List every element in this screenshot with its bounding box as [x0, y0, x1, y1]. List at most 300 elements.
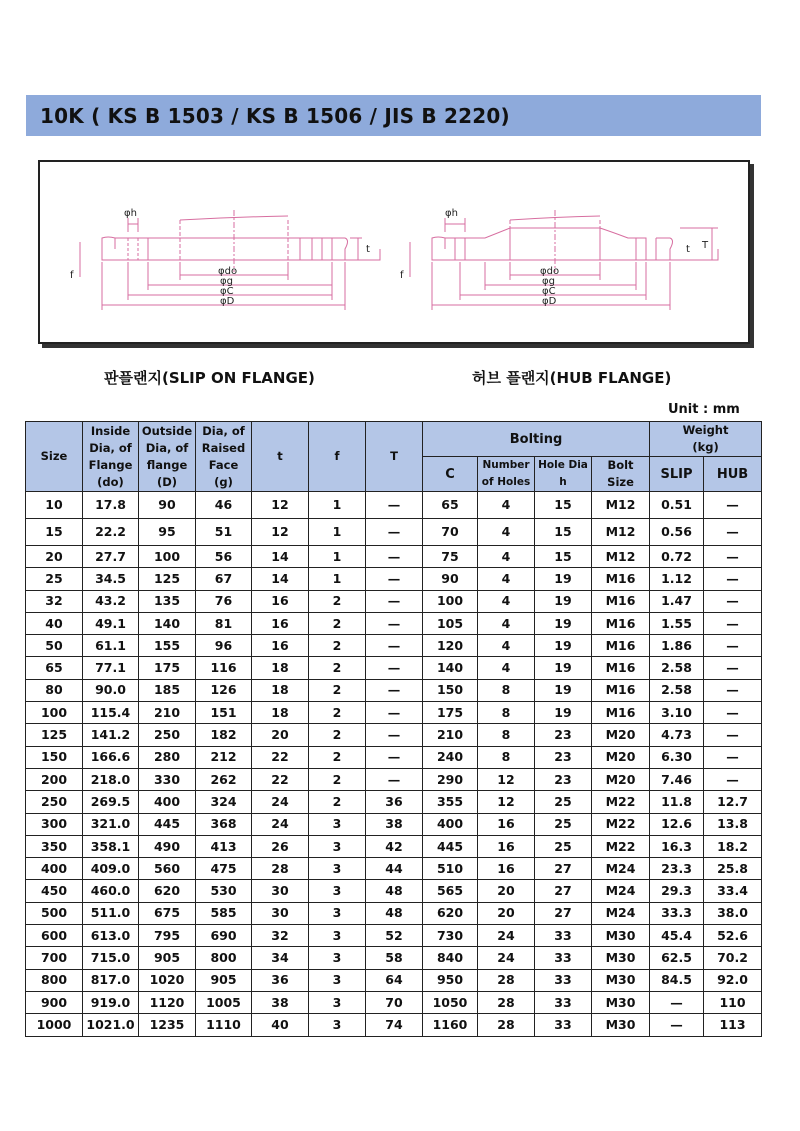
cell-bolt-size: M30 [592, 969, 650, 991]
cell-inside-dia: 27.7 [83, 546, 139, 568]
cell-outside-dia: 330 [139, 768, 196, 790]
cell-hole-dia: 15 [535, 546, 592, 568]
cell-f: 2 [309, 612, 366, 634]
cell-t: 24 [252, 813, 309, 835]
cell-bolt-size: M24 [592, 902, 650, 924]
cell-hole-dia: 27 [535, 880, 592, 902]
cell-slip-weight: 23.3 [650, 858, 704, 880]
title-banner [26, 95, 761, 136]
cell-T: 44 [366, 858, 423, 880]
cell-t: 36 [252, 969, 309, 991]
cell-hub-weight: 110 [704, 991, 762, 1013]
cell-t: 28 [252, 858, 309, 880]
cell-c: 950 [423, 969, 478, 991]
cell-T: 74 [366, 1014, 423, 1036]
cell-hole-dia: 19 [535, 702, 592, 724]
cell-t: 18 [252, 657, 309, 679]
cell-slip-weight: 3.10 [650, 702, 704, 724]
cell-size: 400 [26, 858, 83, 880]
cell-hole-dia: 15 [535, 519, 592, 546]
hub-t-label: t [686, 244, 690, 255]
slip-c-label: φC [220, 286, 234, 297]
cell-inside-dia: 17.8 [83, 492, 139, 519]
header-weight: Weight (kg) [650, 422, 762, 457]
cell-size: 20 [26, 546, 83, 568]
cell-c: 1160 [423, 1014, 478, 1036]
table-row [26, 635, 762, 657]
cell-T: — [366, 679, 423, 701]
cell-c: 100 [423, 590, 478, 612]
cell-hole-dia: 27 [535, 902, 592, 924]
cell-hole-dia: 19 [535, 590, 592, 612]
cell-inside-dia: 1021.0 [83, 1014, 139, 1036]
cell-holes: 28 [478, 1014, 535, 1036]
cell-outside-dia: 250 [139, 724, 196, 746]
cell-c: 210 [423, 724, 478, 746]
cell-hub-weight: — [704, 519, 762, 546]
cell-t: 12 [252, 519, 309, 546]
cell-T: 48 [366, 902, 423, 924]
cell-raised-face: 262 [196, 768, 252, 790]
cell-t: 30 [252, 880, 309, 902]
cell-size: 200 [26, 768, 83, 790]
cell-size: 350 [26, 835, 83, 857]
table-row [26, 590, 762, 612]
cell-T: — [366, 492, 423, 519]
cell-f: 3 [309, 969, 366, 991]
cell-inside-dia: 409.0 [83, 858, 139, 880]
cell-f: 2 [309, 702, 366, 724]
cell-hole-dia: 15 [535, 492, 592, 519]
cell-slip-weight: 1.12 [650, 568, 704, 590]
cell-raised-face: 800 [196, 947, 252, 969]
slip-flange-caption: 판플랜지(SLIP ON FLANGE) [104, 369, 315, 387]
cell-t: 14 [252, 546, 309, 568]
cell-size: 125 [26, 724, 83, 746]
cell-holes: 24 [478, 925, 535, 947]
cell-bolt-size: M20 [592, 724, 650, 746]
cell-outside-dia: 155 [139, 635, 196, 657]
cell-hole-dia: 27 [535, 858, 592, 880]
cell-holes: 4 [478, 492, 535, 519]
cell-raised-face: 585 [196, 902, 252, 924]
cell-holes: 16 [478, 835, 535, 857]
cell-T: — [366, 657, 423, 679]
cell-raised-face: 1110 [196, 1014, 252, 1036]
table-row [26, 657, 762, 679]
cell-hole-dia: 25 [535, 791, 592, 813]
cell-size: 15 [26, 519, 83, 546]
cell-size: 50 [26, 635, 83, 657]
flange-spec-table [25, 421, 762, 1037]
cell-T: 70 [366, 991, 423, 1013]
cell-bolt-size: M12 [592, 546, 650, 568]
cell-inside-dia: 34.5 [83, 568, 139, 590]
cell-c: 90 [423, 568, 478, 590]
cell-hole-dia: 33 [535, 991, 592, 1013]
table-row [26, 724, 762, 746]
cell-size: 500 [26, 902, 83, 924]
flange-diagram-panel [38, 160, 750, 344]
header-hole-dia: Hole Dia h [535, 457, 592, 492]
table-row [26, 768, 762, 790]
cell-holes: 8 [478, 724, 535, 746]
cell-raised-face: 690 [196, 925, 252, 947]
cell-c: 150 [423, 679, 478, 701]
table-row [26, 679, 762, 701]
cell-raised-face: 530 [196, 880, 252, 902]
table-row [26, 1014, 762, 1036]
cell-inside-dia: 460.0 [83, 880, 139, 902]
hub-h-label: φh [445, 208, 458, 219]
header-inside-dia: Inside Dia, of Flange (do) [83, 422, 139, 492]
cell-bolt-size: M30 [592, 991, 650, 1013]
header-outside-dia: Outside Dia, of flange (D) [139, 422, 196, 492]
cell-holes: 28 [478, 991, 535, 1013]
cell-hole-dia: 19 [535, 635, 592, 657]
cell-raised-face: 116 [196, 657, 252, 679]
header-size: Size [26, 422, 83, 492]
cell-outside-dia: 490 [139, 835, 196, 857]
cell-bolt-size: M16 [592, 568, 650, 590]
cell-t: 22 [252, 746, 309, 768]
cell-hole-dia: 19 [535, 612, 592, 634]
cell-slip-weight: 7.46 [650, 768, 704, 790]
cell-c: 1050 [423, 991, 478, 1013]
cell-c: 175 [423, 702, 478, 724]
cell-outside-dia: 1235 [139, 1014, 196, 1036]
cell-f: 3 [309, 858, 366, 880]
header-t: t [252, 422, 309, 492]
cell-size: 80 [26, 679, 83, 701]
slip-f-label: f [70, 270, 74, 281]
cell-raised-face: 182 [196, 724, 252, 746]
cell-hub-weight: — [704, 635, 762, 657]
cell-slip-weight: 2.58 [650, 657, 704, 679]
cell-bolt-size: M22 [592, 835, 650, 857]
cell-slip-weight: 2.58 [650, 679, 704, 701]
cell-slip-weight: 45.4 [650, 925, 704, 947]
table-body [26, 492, 762, 1037]
cell-hub-weight: 92.0 [704, 969, 762, 991]
cell-inside-dia: 166.6 [83, 746, 139, 768]
cell-t: 18 [252, 702, 309, 724]
cell-f: 3 [309, 902, 366, 924]
cell-T: 52 [366, 925, 423, 947]
cell-hole-dia: 33 [535, 947, 592, 969]
cell-size: 700 [26, 947, 83, 969]
cell-bolt-size: M16 [592, 702, 650, 724]
cell-bolt-size: M12 [592, 492, 650, 519]
table-row [26, 969, 762, 991]
cell-size: 1000 [26, 1014, 83, 1036]
cell-raised-face: 51 [196, 519, 252, 546]
cell-T: — [366, 724, 423, 746]
cell-bolt-size: M30 [592, 1014, 650, 1036]
header-bolt-size: Bolt Size [592, 457, 650, 492]
cell-T: 58 [366, 947, 423, 969]
slip-h-label: φh [124, 208, 137, 219]
cell-raised-face: 212 [196, 746, 252, 768]
hub-c-label: φC [542, 286, 556, 297]
header-number-of-holes: Number of Holes [478, 457, 535, 492]
hub-T-label: T [702, 240, 709, 251]
header-T: T [366, 422, 423, 492]
flange-drawings [40, 162, 748, 342]
cell-c: 240 [423, 746, 478, 768]
cell-t: 16 [252, 612, 309, 634]
cell-size: 10 [26, 492, 83, 519]
cell-slip-weight: 84.5 [650, 969, 704, 991]
table-row [26, 568, 762, 590]
table-row [26, 880, 762, 902]
cell-raised-face: 368 [196, 813, 252, 835]
cell-inside-dia: 358.1 [83, 835, 139, 857]
cell-outside-dia: 795 [139, 925, 196, 947]
cell-hub-weight: — [704, 679, 762, 701]
cell-holes: 20 [478, 902, 535, 924]
cell-slip-weight: 12.6 [650, 813, 704, 835]
cell-outside-dia: 445 [139, 813, 196, 835]
cell-holes: 28 [478, 969, 535, 991]
cell-t: 24 [252, 791, 309, 813]
cell-outside-dia: 185 [139, 679, 196, 701]
cell-hole-dia: 23 [535, 724, 592, 746]
cell-raised-face: 56 [196, 546, 252, 568]
cell-hub-weight: 52.6 [704, 925, 762, 947]
cell-outside-dia: 1020 [139, 969, 196, 991]
cell-c: 105 [423, 612, 478, 634]
cell-inside-dia: 77.1 [83, 657, 139, 679]
cell-holes: 4 [478, 519, 535, 546]
cell-inside-dia: 22.2 [83, 519, 139, 546]
cell-raised-face: 475 [196, 858, 252, 880]
cell-hole-dia: 33 [535, 1014, 592, 1036]
cell-T: — [366, 746, 423, 768]
cell-inside-dia: 43.2 [83, 590, 139, 612]
cell-hub-weight: 18.2 [704, 835, 762, 857]
cell-hub-weight: — [704, 492, 762, 519]
cell-f: 2 [309, 791, 366, 813]
cell-f: 1 [309, 568, 366, 590]
cell-slip-weight: 1.47 [650, 590, 704, 612]
cell-slip-weight: 29.3 [650, 880, 704, 902]
cell-outside-dia: 100 [139, 546, 196, 568]
cell-f: 2 [309, 768, 366, 790]
cell-f: 2 [309, 679, 366, 701]
cell-f: 3 [309, 991, 366, 1013]
cell-holes: 20 [478, 880, 535, 902]
cell-inside-dia: 919.0 [83, 991, 139, 1013]
cell-holes: 4 [478, 546, 535, 568]
table-row [26, 791, 762, 813]
table-row [26, 746, 762, 768]
cell-f: 2 [309, 746, 366, 768]
cell-raised-face: 413 [196, 835, 252, 857]
cell-bolt-size: M16 [592, 590, 650, 612]
cell-slip-weight: 62.5 [650, 947, 704, 969]
cell-T: 64 [366, 969, 423, 991]
cell-raised-face: 151 [196, 702, 252, 724]
cell-inside-dia: 817.0 [83, 969, 139, 991]
cell-hole-dia: 23 [535, 746, 592, 768]
cell-size: 300 [26, 813, 83, 835]
cell-size: 250 [26, 791, 83, 813]
cell-T: — [366, 590, 423, 612]
table-row [26, 492, 762, 519]
cell-inside-dia: 115.4 [83, 702, 139, 724]
cell-bolt-size: M30 [592, 947, 650, 969]
cell-bolt-size: M16 [592, 657, 650, 679]
cell-outside-dia: 675 [139, 902, 196, 924]
hub-flange-drawing [410, 210, 718, 310]
cell-c: 620 [423, 902, 478, 924]
cell-t: 30 [252, 902, 309, 924]
table-row [26, 519, 762, 546]
cell-c: 510 [423, 858, 478, 880]
cell-hole-dia: 19 [535, 568, 592, 590]
cell-inside-dia: 613.0 [83, 925, 139, 947]
cell-holes: 8 [478, 679, 535, 701]
cell-size: 450 [26, 880, 83, 902]
cell-holes: 12 [478, 791, 535, 813]
table-row [26, 702, 762, 724]
cell-hole-dia: 25 [535, 835, 592, 857]
cell-outside-dia: 560 [139, 858, 196, 880]
cell-bolt-size: M12 [592, 519, 650, 546]
cell-f: 3 [309, 925, 366, 947]
cell-T: — [366, 768, 423, 790]
header-slip: SLIP [650, 457, 704, 492]
cell-hub-weight: 70.2 [704, 947, 762, 969]
cell-size: 32 [26, 590, 83, 612]
cell-f: 2 [309, 724, 366, 746]
cell-hole-dia: 19 [535, 657, 592, 679]
cell-raised-face: 96 [196, 635, 252, 657]
cell-f: 1 [309, 546, 366, 568]
cell-t: 16 [252, 635, 309, 657]
cell-inside-dia: 269.5 [83, 791, 139, 813]
cell-outside-dia: 175 [139, 657, 196, 679]
cell-slip-weight: 6.30 [650, 746, 704, 768]
slip-g-label: φg [220, 276, 233, 287]
cell-raised-face: 76 [196, 590, 252, 612]
cell-hub-weight: 33.4 [704, 880, 762, 902]
cell-c: 120 [423, 635, 478, 657]
cell-bolt-size: M22 [592, 813, 650, 835]
cell-raised-face: 324 [196, 791, 252, 813]
cell-f: 2 [309, 590, 366, 612]
cell-size: 65 [26, 657, 83, 679]
header-hub: HUB [704, 457, 762, 492]
cell-holes: 8 [478, 746, 535, 768]
cell-c: 400 [423, 813, 478, 835]
cell-holes: 4 [478, 568, 535, 590]
cell-raised-face: 46 [196, 492, 252, 519]
cell-bolt-size: M16 [592, 635, 650, 657]
cell-hole-dia: 33 [535, 969, 592, 991]
cell-c: 730 [423, 925, 478, 947]
header-bolting: Bolting [423, 422, 650, 457]
cell-hub-weight: 13.8 [704, 813, 762, 835]
cell-hole-dia: 25 [535, 813, 592, 835]
cell-t: 16 [252, 590, 309, 612]
cell-t: 14 [252, 568, 309, 590]
cell-outside-dia: 280 [139, 746, 196, 768]
cell-slip-weight: 1.55 [650, 612, 704, 634]
table-row [26, 835, 762, 857]
cell-hole-dia: 23 [535, 768, 592, 790]
cell-c: 140 [423, 657, 478, 679]
cell-inside-dia: 511.0 [83, 902, 139, 924]
cell-hub-weight: — [704, 746, 762, 768]
cell-c: 840 [423, 947, 478, 969]
cell-c: 355 [423, 791, 478, 813]
cell-T: 36 [366, 791, 423, 813]
cell-slip-weight: 0.72 [650, 546, 704, 568]
cell-size: 150 [26, 746, 83, 768]
cell-hub-weight: — [704, 657, 762, 679]
cell-hub-weight: — [704, 568, 762, 590]
cell-size: 100 [26, 702, 83, 724]
slip-do-label: φdo [218, 266, 238, 277]
table-row [26, 858, 762, 880]
cell-outside-dia: 620 [139, 880, 196, 902]
unit-label: Unit : mm [668, 402, 740, 417]
cell-slip-weight: 1.86 [650, 635, 704, 657]
cell-hole-dia: 19 [535, 679, 592, 701]
cell-bolt-size: M20 [592, 746, 650, 768]
cell-holes: 16 [478, 813, 535, 835]
cell-hub-weight: 38.0 [704, 902, 762, 924]
cell-size: 900 [26, 991, 83, 1013]
cell-T: 42 [366, 835, 423, 857]
cell-bolt-size: M24 [592, 858, 650, 880]
hub-g-label: φg [542, 276, 555, 287]
cell-bolt-size: M16 [592, 612, 650, 634]
table-row [26, 813, 762, 835]
cell-T: — [366, 702, 423, 724]
cell-hole-dia: 33 [535, 925, 592, 947]
cell-slip-weight: 0.51 [650, 492, 704, 519]
cell-inside-dia: 61.1 [83, 635, 139, 657]
cell-f: 2 [309, 657, 366, 679]
cell-t: 32 [252, 925, 309, 947]
cell-holes: 16 [478, 858, 535, 880]
cell-inside-dia: 141.2 [83, 724, 139, 746]
cell-c: 445 [423, 835, 478, 857]
cell-slip-weight: 33.3 [650, 902, 704, 924]
cell-hub-weight: — [704, 546, 762, 568]
cell-f: 3 [309, 835, 366, 857]
cell-slip-weight: — [650, 991, 704, 1013]
cell-outside-dia: 95 [139, 519, 196, 546]
cell-raised-face: 1005 [196, 991, 252, 1013]
cell-holes: 4 [478, 657, 535, 679]
cell-outside-dia: 125 [139, 568, 196, 590]
cell-t: 26 [252, 835, 309, 857]
cell-t: 34 [252, 947, 309, 969]
cell-raised-face: 905 [196, 969, 252, 991]
cell-slip-weight: 16.3 [650, 835, 704, 857]
cell-slip-weight: 4.73 [650, 724, 704, 746]
cell-t: 18 [252, 679, 309, 701]
cell-c: 70 [423, 519, 478, 546]
table-row [26, 925, 762, 947]
cell-c: 290 [423, 768, 478, 790]
cell-inside-dia: 321.0 [83, 813, 139, 835]
cell-holes: 4 [478, 590, 535, 612]
